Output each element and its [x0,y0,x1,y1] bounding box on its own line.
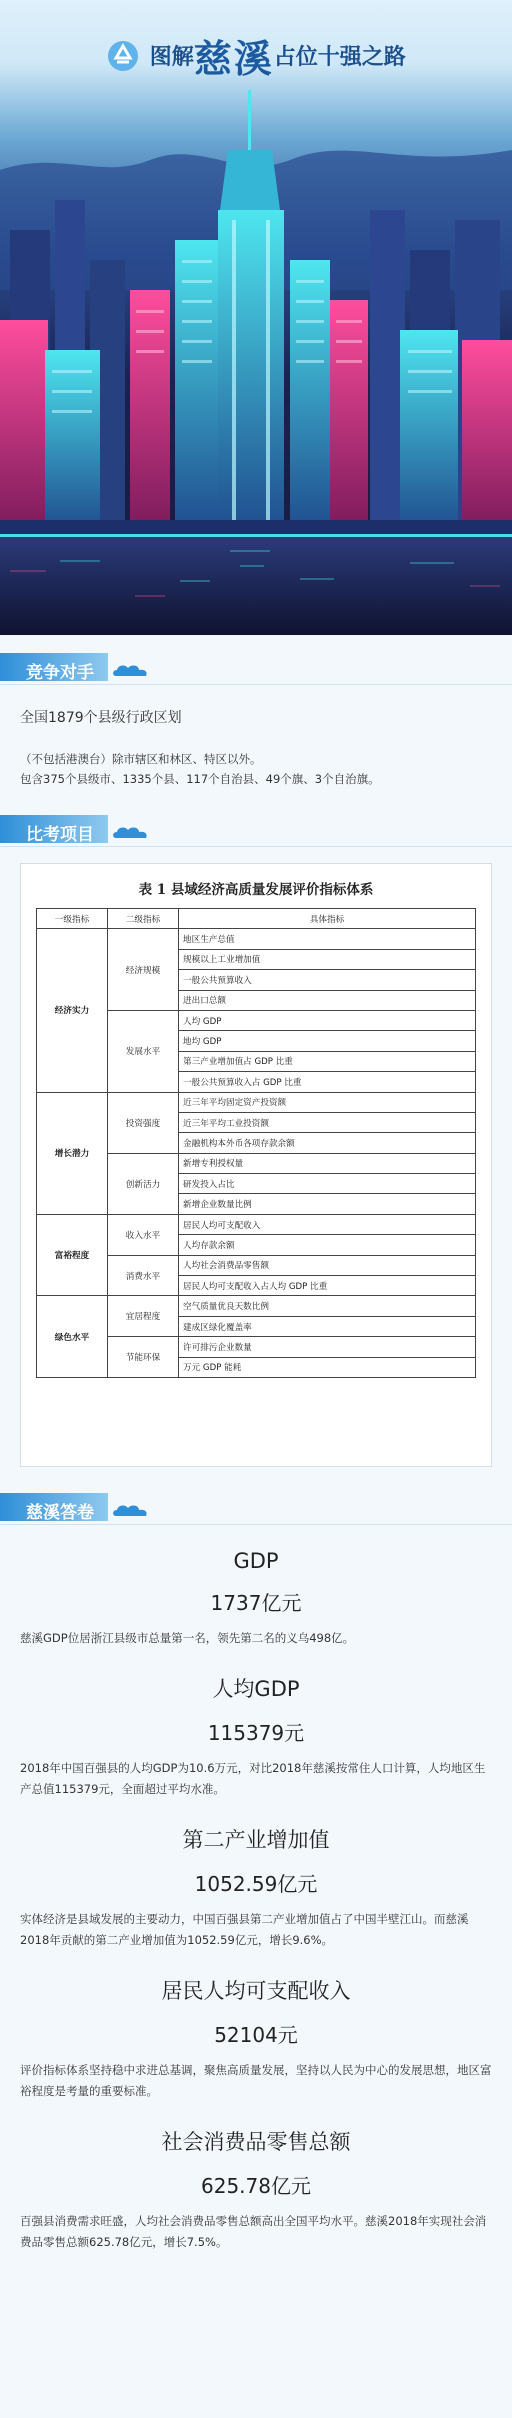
level2-indicator: 收入水平 [108,1214,179,1255]
hero-banner [0,0,512,635]
competitors-note [20,749,492,789]
level2-indicator: 创新活力 [108,1153,179,1214]
column-header: 一级指标 [37,909,108,929]
result-description: 2018年中国百强县的人均GDP为10.6万元，对比2018年慈溪按常住人口计算，人均地区生产总值115379元，全面超过平均水准。 [20,1761,486,1796]
competitors-lead: 全国1879个县级行政区划 [20,710,182,726]
title-part1: 图解 [149,45,194,70]
section-header-criteria [0,811,512,847]
table-header-row [37,909,476,929]
level2-indicator: 消费水平 [108,1255,179,1296]
specific-indicator: 人均社会消费品零售额 [179,1255,476,1275]
specific-indicator: 建成区绿化覆盖率 [179,1316,476,1336]
section-divider [0,846,512,847]
hero-title [0,28,512,83]
specific-indicator: 人均存款余额 [179,1235,476,1255]
specific-indicator: 许可排污企业数量 [179,1337,476,1357]
specific-indicator: 规模以上工业增加值 [179,949,476,969]
result-title: GDP [233,1549,279,1573]
result-title: 人均GDP [212,1677,300,1701]
specific-indicator: 空气质量优良天数比例 [179,1296,476,1316]
result-value: 1052.59亿元 [194,1872,318,1896]
specific-indicator: 近三年平均工业投资额 [179,1112,476,1132]
result-description: 百强县消费需求旺盛，人均社会消费品零售总额高出全国平均水平。慈溪2018年实现社会消费品零售总额625.78亿元，增长7.5%。 [20,2214,487,2249]
result-value: 625.78亿元 [201,2174,311,2198]
specific-indicator: 研发投入占比 [179,1174,476,1194]
competitors-note-line2: 包含375个县级市、1335个县、117个自治县、49个旗、3个自治旗。 [20,772,380,786]
specific-indicator: 新增企业数量比例 [179,1194,476,1214]
section-heading: 竞争对手 [26,663,94,683]
level2-indicator: 宜居程度 [108,1296,179,1337]
result-gdp [0,1549,512,1649]
result-title: 社会消费品零售总额 [161,2130,351,2154]
table-title: 表 1 县域经济高质量发展评价指标体系 [138,882,374,898]
result-disposable-income [0,1975,512,2102]
section-divider [0,684,512,685]
level2-indicator: 发展水平 [108,1010,179,1092]
result-secondary-industry [0,1824,512,1951]
level1-indicator: 增长潜力 [37,1092,108,1214]
indicator-table-card [20,863,492,1467]
cloud-icon [112,1503,152,1517]
title-part2: 慈溪 [193,37,274,81]
level1-indicator: 富裕程度 [37,1214,108,1296]
specific-indicator: 进出口总额 [179,990,476,1010]
competitors-note-line1: （不包括港澳台）除市辖区和林区、特区以外。 [20,752,262,766]
specific-indicator: 近三年平均固定资产投资额 [179,1092,476,1112]
section-header-competitors [0,649,512,685]
table-row [37,929,476,949]
section-heading: 慈溪答卷 [26,1503,94,1523]
specific-indicator: 金融机构本外币各项存款余额 [179,1133,476,1153]
recycle-logo-icon [106,39,140,73]
level2-indicator: 投资强度 [108,1092,179,1153]
specific-indicator: 新增专利授权量 [179,1153,476,1173]
result-value: 115379元 [207,1721,305,1745]
result-value: 1737亿元 [210,1591,302,1615]
result-title: 居民人均可支配收入 [161,1979,351,2003]
section-heading: 比考项目 [26,825,94,845]
specific-indicator: 地区生产总值 [179,929,476,949]
section-header-results [0,1489,512,1525]
specific-indicator: 万元 GDP 能耗 [179,1357,476,1377]
table-row [37,1092,476,1112]
results-list [0,1549,512,2253]
specific-indicator: 一般公共预算收入占 GDP 比重 [179,1072,476,1092]
specific-indicator: 地均 GDP [179,1031,476,1051]
level1-indicator: 绿色水平 [37,1296,108,1378]
indicator-table [36,908,476,1378]
table-row [37,1214,476,1234]
specific-indicator: 居民人均可支配收入 [179,1214,476,1234]
table-row [37,1296,476,1316]
result-description: 评价指标体系坚持稳中求进总基调，聚焦高质量发展，坚持以人民为中心的发展思想，地区富裕程度是考量的重要标准。 [20,2063,492,2098]
result-value: 52104元 [214,2023,298,2047]
specific-indicator: 第三产业增加值占 GDP 比重 [179,1051,476,1071]
result-description: 实体经济是县域发展的主要动力，中国百强县第二产业增加值占了中国半壁江山。而慈溪2018年贡献的第二产业增加值为1052.59亿元，增长9.6%。 [20,1912,469,1947]
result-description: 慈溪GDP位居浙江县级市总量第一名，领先第二名的义乌498亿。 [20,1631,355,1645]
level1-indicator: 经济实力 [37,929,108,1092]
specific-indicator: 居民人均可支配收入占人均 GDP 比重 [179,1276,476,1296]
level2-indicator: 经济规模 [108,929,179,1011]
column-header: 二级指标 [108,909,179,929]
result-retail-sales [0,2126,512,2253]
result-gdp-per-capita [0,1673,512,1800]
level2-indicator: 节能环保 [108,1337,179,1378]
result-title: 第二产业增加值 [182,1828,330,1852]
column-header: 具体指标 [179,909,476,929]
city-skyline-illustration [0,90,512,635]
title-part3: 占位十强之路 [273,45,406,70]
cloud-icon [112,663,152,677]
cloud-icon [112,825,152,839]
specific-indicator: 人均 GDP [179,1010,476,1030]
section-divider [0,1524,512,1525]
specific-indicator: 一般公共预算收入 [179,970,476,990]
